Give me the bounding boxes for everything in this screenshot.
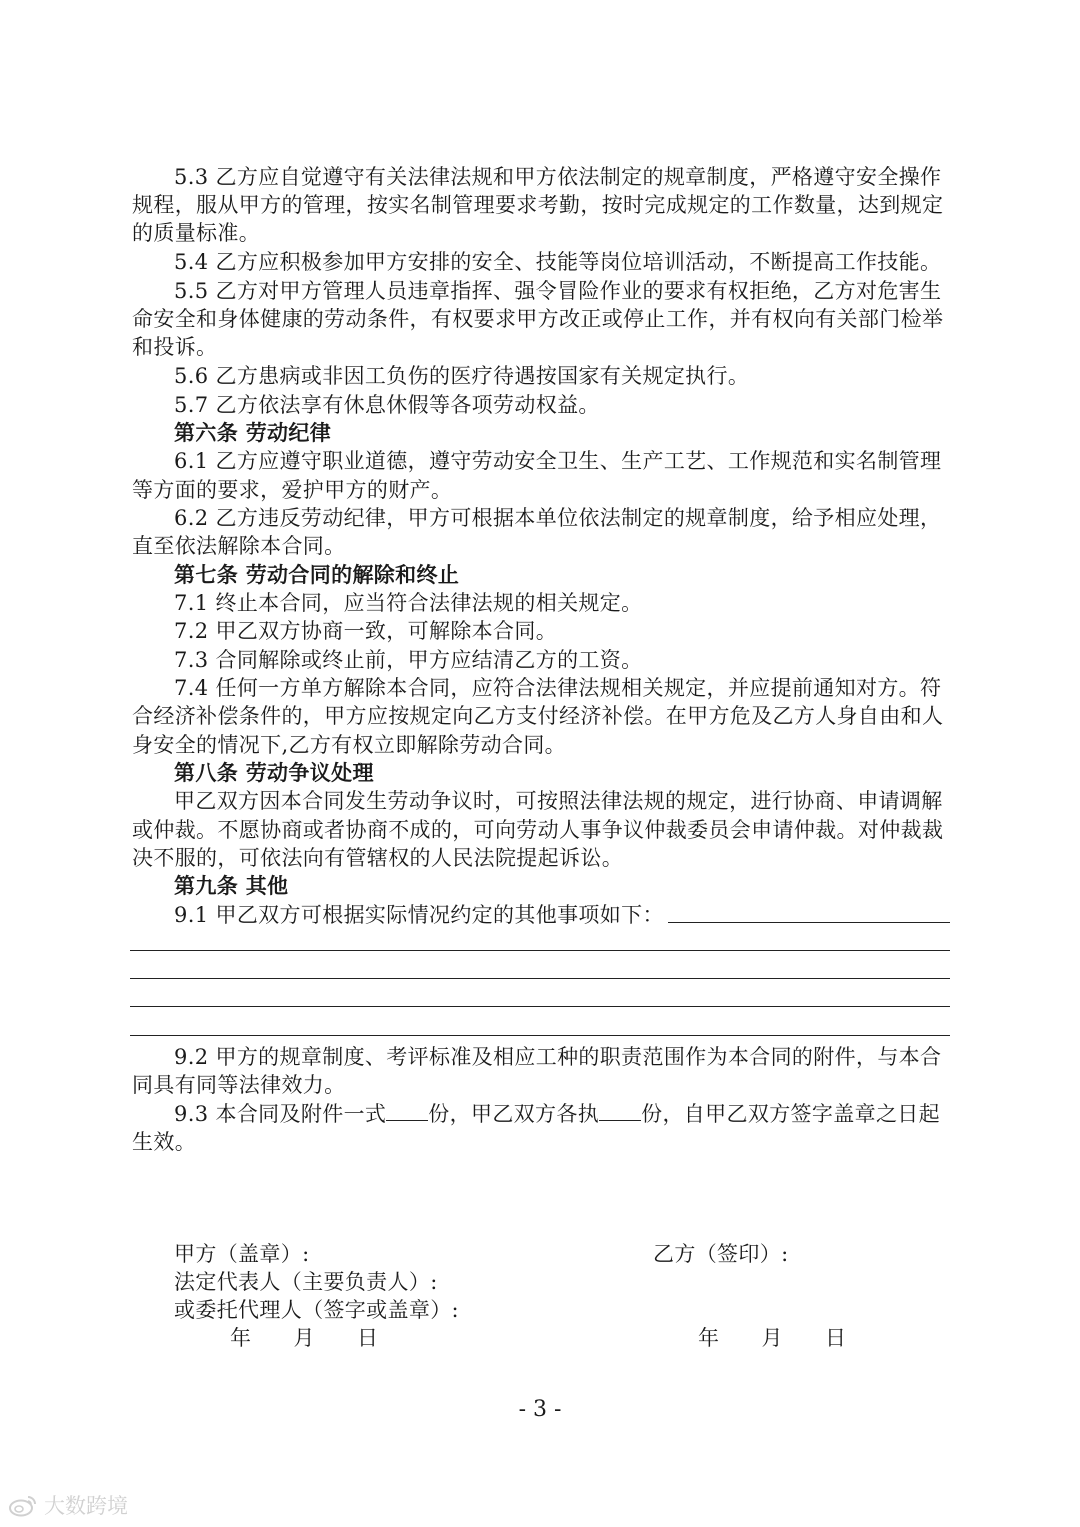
paragraph-8-line2: 或仲裁。不愿协商或者协商不成的，可向劳动人事争议仲裁委员会申请仲裁。对仲裁裁: [132, 818, 944, 842]
paragraph-7-4-line2: 合经济补偿条件的，甲方应按规定向乙方支付经济补偿。在甲方危及乙方人身自由和人: [132, 704, 944, 728]
paragraph-5-7: 5.7 乙方依法享有休息休假等各项劳动权益。: [174, 393, 600, 417]
paragraph-5-4: 5.4 乙方应积极参加甲方安排的安全、技能等岗位培训活动，不断提高工作技能。: [174, 250, 942, 274]
fill-in-line-9-1-row1[interactable]: [130, 950, 950, 951]
paragraph-9-1: 9.1 甲乙双方可根据实际情况约定的其他事项如下：: [174, 903, 664, 927]
clause-9-3-part3: 份，自甲乙双方签字盖章之日起: [641, 1102, 940, 1126]
paragraph-7-4-line3: 身安全的情况下,乙方有权立即解除劳动合同。: [132, 733, 567, 757]
copies-total-blank[interactable]: [386, 1100, 428, 1121]
paragraph-5-3-line2: 规程，服从甲方的管理，按实名制管理要求考勤，按时完成规定的工作数量，达到规定: [132, 193, 944, 217]
paragraph-9-3-line1: [174, 1100, 940, 1128]
copies-each-blank[interactable]: [599, 1100, 641, 1121]
paragraph-5-3-line1: 5.3 乙方应自觉遵守有关法律法规和甲方依法制定的规章制度，严格遵守安全操作: [174, 165, 942, 189]
legal-representative-label: 法定代表人（主要负责人）:: [174, 1270, 438, 1294]
paragraph-8-line3: 决不服的，可依法向有管辖权的人民法院提起诉讼。: [132, 846, 624, 870]
fill-in-line-9-1-row2[interactable]: [130, 978, 950, 979]
paragraph-6-2-line1: 6.2 乙方违反劳动纪律，甲方可根据本单位依法制定的规章制度，给予相应处理，: [174, 506, 942, 530]
paragraph-7-3: 7.3 合同解除或终止前，甲方应结清乙方的工资。: [174, 648, 643, 672]
paragraph-6-2-line2: 直至依法解除本合同。: [132, 534, 346, 558]
paragraph-8-line1: 甲乙双方因本合同发生劳动争议时，可按照法律法规的规定，进行协商、申请调解: [174, 789, 943, 813]
paragraph-5-5-line1: 5.5 乙方对甲方管理人员违章指挥、强令冒险作业的要求有权拒绝，乙方对危害生: [174, 279, 942, 303]
page-number: - 3 -: [518, 1397, 562, 1422]
paragraph-6-1-line2: 等方面的要求，爱护甲方的财产。: [132, 478, 453, 502]
paragraph-9-2-line2: 同具有同等法律效力。: [132, 1073, 346, 1097]
watermark: [8, 1490, 128, 1520]
article-8-heading: 第八条 劳动争议处理: [174, 761, 374, 785]
clause-9-3-part1: 9.3 本合同及附件一式: [174, 1102, 387, 1126]
paragraph-5-5-line3: 和投诉。: [132, 335, 218, 359]
watermark-text: 大数跨境: [44, 1494, 128, 1518]
article-7-heading: 第七条 劳动合同的解除和终止: [174, 563, 460, 587]
fill-in-line-9-1-row3[interactable]: [130, 1006, 950, 1007]
paragraph-9-3-line2: 生效。: [132, 1130, 197, 1154]
party-a-date: 年 月 日: [230, 1326, 379, 1350]
paragraph-7-2: 7.2 甲乙双方协商一致，可解除本合同。: [174, 619, 558, 643]
party-a-seal-label: 甲方（盖章）:: [174, 1242, 310, 1266]
paragraph-5-6: 5.6 乙方患病或非因工负伤的医疗待遇按国家有关规定执行。: [174, 364, 750, 388]
weibo-logo-icon: [8, 1493, 38, 1517]
paragraph-6-1-line1: 6.1 乙方应遵守职业道德，遵守劳动安全卫生、生产工艺、工作规范和实名制管理: [174, 449, 942, 473]
party-b-date: 年 月 日: [698, 1326, 847, 1350]
paragraph-7-1: 7.1 终止本合同，应当符合法律法规的相关规定。: [174, 591, 643, 615]
clause-9-3-part2: 份，甲乙双方各执: [428, 1102, 600, 1126]
article-6-heading: 第六条 劳动纪律: [174, 421, 332, 445]
fill-in-line-9-1-inline[interactable]: [668, 922, 950, 923]
authorized-agent-label: 或委托代理人（签字或盖章）:: [174, 1298, 459, 1322]
paragraph-5-5-line2: 命安全和身体健康的劳动条件，有权要求甲方改正或停止工作，并有权向有关部门检举: [132, 307, 944, 331]
paragraph-9-2-line1: 9.2 甲方的规章制度、考评标准及相应工种的职责范围作为本合同的附件，与本合: [174, 1045, 942, 1069]
party-b-sign-label: 乙方（签印）:: [653, 1242, 789, 1266]
paragraph-7-4-line1: 7.4 任何一方单方解除本合同，应符合法律法规相关规定，并应提前通知对方。符: [174, 676, 942, 700]
paragraph-5-3-line3: 的质量标准。: [132, 221, 261, 245]
fill-in-line-9-1-row4[interactable]: [130, 1035, 950, 1036]
article-9-heading: 第九条 其他: [174, 874, 289, 898]
